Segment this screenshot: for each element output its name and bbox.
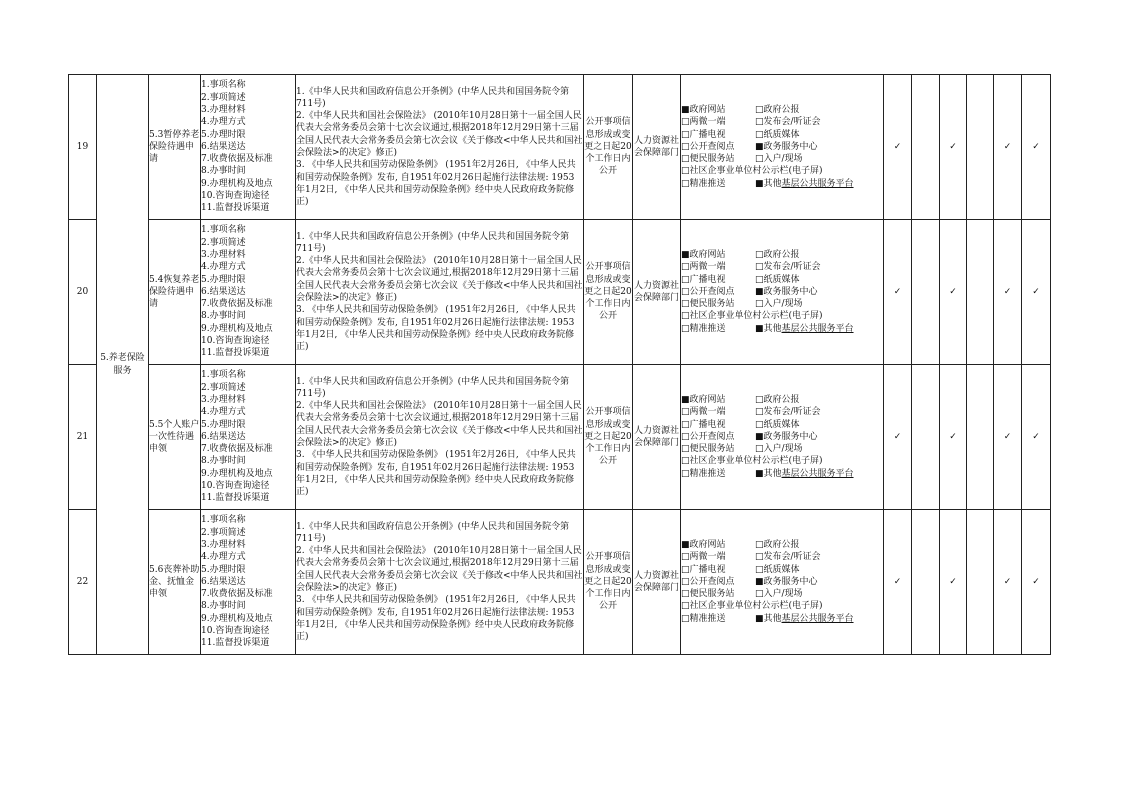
check-cell: ✓ — [884, 510, 912, 655]
element-item: 7.收费依据及标准 — [201, 444, 273, 455]
channel-option: □精准推送 — [681, 323, 726, 334]
element-item: 8.办事时间 — [201, 311, 246, 322]
channel-option: □纸质媒体 — [755, 274, 800, 285]
row-number: 21 — [69, 365, 97, 510]
legal-basis — [296, 75, 584, 220]
channel-option: ■政府网站 — [681, 539, 726, 550]
channel-option: □社区企事业单位村公示栏(电子屏) — [681, 311, 823, 322]
element-item: 5.办理时限 — [201, 129, 246, 140]
element-item: 9.办理机构及地点 — [201, 613, 273, 624]
channel-option: □精准推送 — [681, 468, 726, 479]
channel-row — [681, 600, 883, 612]
element-item: 3.办理材料 — [201, 104, 246, 115]
basis-item: 2.《中华人民共和国社会保险法》 (2010年10月28日第十一届全国人民代表大会常务委员会第十七次会议通过,根据2018年12月29日第十三届全国人民代表大会常务委员会第七次会议《关于修改<中华人民共和国社会保险法>的决定》修正) — [296, 256, 583, 303]
channel-option: □发布会/听证会 — [755, 552, 821, 563]
time-limit: 公开事项信息形成或变更之日起20个工作日内公开 — [584, 220, 633, 365]
basis-item: 2.《中华人民共和国社会保险法》 (2010年10月28日第十一届全国人民代表大会常务委员会第十七次会议通过,根据2018年12月29日第十三届全国人民代表大会常务委员会第七次会议《关于修改<中华人民共和国社会保险法>的决定》修正) — [296, 401, 583, 448]
channel-row — [681, 323, 883, 335]
channel-option: □政府公报 — [755, 249, 800, 260]
check-cell — [967, 510, 994, 655]
channel-row — [681, 576, 883, 588]
item-name: 5.4恢复养老保险待遇申请 — [149, 220, 201, 365]
channel-option: ■政务服务中心 — [755, 141, 818, 152]
channel-option: □精准推送 — [681, 613, 726, 624]
element-item: 4.办理方式 — [201, 407, 246, 418]
element-item: 5.办理时限 — [201, 274, 246, 285]
category-label: 5.养老保险服务 — [100, 353, 145, 376]
element-item: 6.结果送达 — [201, 576, 246, 587]
basis-item: 2.《中华人民共和国社会保险法》 (2010年10月28日第十一届全国人民代表大会常务委员会第十七次会议通过,根据2018年12月29日第十三届全国人民代表大会常务委员会第七次会议《关于修改<中华人民共和国社会保险法>的决定》修正) — [296, 111, 583, 158]
other-channel: 基层公共服务平台 — [781, 323, 854, 334]
check-cell: ✓ — [940, 510, 967, 655]
channel-option: ■政府网站 — [681, 394, 726, 405]
channel-row — [681, 178, 883, 190]
row-number: 22 — [69, 510, 97, 655]
disclosure-channels — [681, 510, 884, 655]
channel-option: □入户/现场 — [755, 154, 803, 165]
channel-row — [681, 468, 883, 480]
channel-option: ■政务服务中心 — [755, 576, 818, 587]
disclosure-elements — [201, 220, 296, 365]
legal-basis — [296, 510, 584, 655]
channel-option: ■政府网站 — [681, 249, 726, 260]
check-cell: ✓ — [940, 365, 967, 510]
check-cell: ✓ — [884, 220, 912, 365]
channel-option: □公开查阅点 — [681, 141, 735, 152]
channel-option: □两微一端 — [681, 552, 726, 563]
responsible-subject: 人力资源社会保障部门 — [633, 75, 681, 220]
channel-row — [681, 165, 883, 177]
basis-item: 1.《中华人民共和国政府信息公开条例》(中华人民共和国国务院令第711号) — [296, 231, 570, 254]
channel-option: □入户/现场 — [755, 444, 803, 455]
channel-row — [681, 539, 883, 551]
channel-option: ■其他 — [755, 178, 782, 189]
check-cell — [912, 365, 940, 510]
element-item: 10.咨询查询途径 — [201, 481, 270, 492]
basis-item: 2.《中华人民共和国社会保险法》 (2010年10月28日第十一届全国人民代表大会常务委员会第十七次会议通过,根据2018年12月29日第十三届全国人民代表大会常务委员会第七次会议《关于修改<中华人民共和国社会保险法>的决定》修正) — [296, 546, 583, 593]
responsible-subject: 人力资源社会保障部门 — [633, 220, 681, 365]
channel-option: ■其他 — [755, 323, 782, 334]
table-row — [69, 75, 1051, 220]
channel-option: □政府公报 — [755, 394, 800, 405]
other-channel: 基层公共服务平台 — [781, 613, 854, 624]
channel-option: □便民服务站 — [681, 589, 735, 600]
element-item: 7.收费依据及标准 — [201, 154, 273, 165]
channel-option: □便民服务站 — [681, 444, 735, 455]
check-cell: ✓ — [994, 510, 1022, 655]
element-item: 9.办理机构及地点 — [201, 468, 273, 479]
element-item: 9.办理机构及地点 — [201, 178, 273, 189]
table-row — [69, 220, 1051, 365]
channel-option: □纸质媒体 — [755, 419, 800, 430]
channel-option: □政府公报 — [755, 539, 800, 550]
element-item: 2.事项简述 — [201, 382, 246, 393]
channel-row — [681, 394, 883, 406]
channel-row — [681, 443, 883, 455]
element-item: 8.办事时间 — [201, 456, 246, 467]
disclosure-elements — [201, 365, 296, 510]
element-item: 8.办事时间 — [201, 601, 246, 612]
responsible-subject: 人力资源社会保障部门 — [633, 365, 681, 510]
row-number: 20 — [69, 220, 97, 365]
legal-basis — [296, 220, 584, 365]
check-cell: ✓ — [940, 75, 967, 220]
disclosure-table — [68, 74, 1051, 655]
other-channel: 基层公共服务平台 — [781, 468, 854, 479]
channel-option: ■其他 — [755, 613, 782, 624]
element-item: 2.事项简述 — [201, 527, 246, 538]
check-cell — [912, 510, 940, 655]
channel-row — [681, 274, 883, 286]
element-item: 6.结果送达 — [201, 286, 246, 297]
channel-row — [681, 261, 883, 273]
basis-item: 1.《中华人民共和国政府信息公开条例》(中华人民共和国国务院令第711号) — [296, 376, 570, 399]
check-cell: ✓ — [994, 75, 1022, 220]
element-item: 4.办理方式 — [201, 117, 246, 128]
channel-row — [681, 129, 883, 141]
check-cell: ✓ — [1022, 75, 1051, 220]
channel-row — [681, 298, 883, 310]
check-cell: ✓ — [940, 220, 967, 365]
basis-item: 3. 《中华人民共和国劳动保险条例》 (1951年2月26日, 《中华人民共和国劳动保险条例》发布, 自1951年02月26日起施行法律法规: 1953年1月2日, 《中华人民共和国劳动保险条例》经中央人民政府政务院修正) — [296, 595, 576, 643]
element-item: 2.事项简述 — [201, 237, 246, 248]
check-cell — [967, 220, 994, 365]
element-item: 7.收费依据及标准 — [201, 589, 273, 600]
legal-basis — [296, 365, 584, 510]
basis-item: 1.《中华人民共和国政府信息公开条例》(中华人民共和国国务院令第711号) — [296, 86, 570, 109]
channel-row — [681, 419, 883, 431]
channel-option: □便民服务站 — [681, 154, 735, 165]
channel-option: ■政府网站 — [681, 104, 726, 115]
channel-option: □广播电视 — [681, 274, 726, 285]
channel-option: □入户/现场 — [755, 299, 803, 310]
element-item: 5.办理时限 — [201, 564, 246, 575]
element-item: 10.咨询查询途径 — [201, 336, 270, 347]
item-name: 5.6丧葬补助金、抚恤金申领 — [149, 510, 201, 655]
row-number: 19 — [69, 75, 97, 220]
channel-option: □社区企事业单位村公示栏(电子屏) — [681, 456, 823, 467]
table-body — [69, 75, 1051, 655]
element-item: 7.收费依据及标准 — [201, 299, 273, 310]
element-item: 2.事项简述 — [201, 92, 246, 103]
basis-item: 3. 《中华人民共和国劳动保险条例》 (1951年2月26日, 《中华人民共和国劳动保险条例》发布, 自1951年02月26日起施行法律法规: 1953年1月2日, 《中华人民共和国劳动保险条例》经中央人民政府政务院修正) — [296, 160, 576, 208]
channel-row — [681, 153, 883, 165]
element-item: 11.监督投诉渠道 — [201, 638, 270, 649]
element-item: 11.监督投诉渠道 — [201, 203, 270, 214]
channel-row — [681, 431, 883, 443]
time-limit: 公开事项信息形成或变更之日起20个工作日内公开 — [584, 75, 633, 220]
basis-item: 3. 《中华人民共和国劳动保险条例》 (1951年2月26日, 《中华人民共和国劳动保险条例》发布, 自1951年02月26日起施行法律法规: 1953年1月2日, 《中华人民共和国劳动保险条例》经中央人民政府政务院修正) — [296, 305, 576, 353]
check-cell: ✓ — [994, 220, 1022, 365]
channel-row — [681, 455, 883, 467]
channel-option: □纸质媒体 — [755, 129, 800, 140]
element-item: 5.办理时限 — [201, 419, 246, 430]
channel-option: □广播电视 — [681, 419, 726, 430]
element-item: 9.办理机构及地点 — [201, 323, 273, 334]
channel-option: ■政务服务中心 — [755, 431, 818, 442]
disclosure-elements — [201, 510, 296, 655]
element-item: 11.监督投诉渠道 — [201, 493, 270, 504]
check-cell: ✓ — [884, 365, 912, 510]
other-channel: 基层公共服务平台 — [781, 178, 854, 189]
item-name: 5.5个人账户一次性待遇申领 — [149, 365, 201, 510]
channel-option: □发布会/听证会 — [755, 407, 821, 418]
responsible-subject: 人力资源社会保障部门 — [633, 510, 681, 655]
channel-row — [681, 564, 883, 576]
basis-item: 1.《中华人民共和国政府信息公开条例》(中华人民共和国国务院令第711号) — [296, 521, 570, 544]
channel-row — [681, 613, 883, 625]
check-cell — [967, 75, 994, 220]
channel-option: □入户/现场 — [755, 589, 803, 600]
disclosure-channels — [681, 220, 884, 365]
item-name: 5.3暂停养老保险待遇申请 — [149, 75, 201, 220]
check-cell — [967, 365, 994, 510]
check-cell: ✓ — [1022, 220, 1051, 365]
element-item: 3.办理材料 — [201, 539, 246, 550]
element-item: 4.办理方式 — [201, 552, 246, 563]
element-item: 1.事项名称 — [201, 515, 246, 526]
check-cell: ✓ — [884, 75, 912, 220]
check-cell — [912, 220, 940, 365]
element-item: 6.结果送达 — [201, 431, 246, 442]
channel-option: □两微一端 — [681, 407, 726, 418]
channel-option: □政府公报 — [755, 104, 800, 115]
time-limit: 公开事项信息形成或变更之日起20个工作日内公开 — [584, 365, 633, 510]
element-item: 1.事项名称 — [201, 370, 246, 381]
channel-row — [681, 588, 883, 600]
element-item: 3.办理材料 — [201, 249, 246, 260]
channel-option: □精准推送 — [681, 178, 726, 189]
channel-option: □广播电视 — [681, 564, 726, 575]
channel-row — [681, 116, 883, 128]
disclosure-channels — [681, 75, 884, 220]
table-row — [69, 365, 1051, 510]
channel-option: □社区企事业单位村公示栏(电子屏) — [681, 601, 823, 612]
time-limit: 公开事项信息形成或变更之日起20个工作日内公开 — [584, 510, 633, 655]
check-cell: ✓ — [1022, 510, 1051, 655]
channel-option: □两微一端 — [681, 117, 726, 128]
channel-option: □发布会/听证会 — [755, 262, 821, 273]
channel-option: □纸质媒体 — [755, 564, 800, 575]
channel-option: □广播电视 — [681, 129, 726, 140]
check-cell: ✓ — [1022, 365, 1051, 510]
element-item: 1.事项名称 — [201, 225, 246, 236]
check-cell — [912, 75, 940, 220]
channel-row — [681, 286, 883, 298]
element-item: 3.办理材料 — [201, 394, 246, 405]
channel-row — [681, 141, 883, 153]
element-item: 4.办理方式 — [201, 262, 246, 273]
check-cell: ✓ — [994, 365, 1022, 510]
category-cell — [97, 75, 149, 655]
element-item: 6.结果送达 — [201, 141, 246, 152]
channel-row — [681, 406, 883, 418]
channel-option: □公开查阅点 — [681, 431, 735, 442]
element-item: 11.监督投诉渠道 — [201, 348, 270, 359]
element-item: 1.事项名称 — [201, 80, 246, 91]
element-item: 10.咨询查询途径 — [201, 191, 270, 202]
channel-option: □社区企事业单位村公示栏(电子屏) — [681, 166, 823, 177]
channel-option: □公开查阅点 — [681, 576, 735, 587]
channel-option: ■其他 — [755, 468, 782, 479]
channel-row — [681, 551, 883, 563]
basis-item: 3. 《中华人民共和国劳动保险条例》 (1951年2月26日, 《中华人民共和国劳动保险条例》发布, 自1951年02月26日起施行法律法规: 1953年1月2日, 《中华人民共和国劳动保险条例》经中央人民政府政务院修正) — [296, 450, 576, 498]
disclosure-channels — [681, 365, 884, 510]
disclosure-elements — [201, 75, 296, 220]
channel-option: □公开查阅点 — [681, 286, 735, 297]
element-item: 8.办事时间 — [201, 166, 246, 177]
channel-row — [681, 104, 883, 116]
channel-row — [681, 249, 883, 261]
element-item: 10.咨询查询途径 — [201, 626, 270, 637]
channel-option: □便民服务站 — [681, 299, 735, 310]
table-row — [69, 510, 1051, 655]
channel-option: □两微一端 — [681, 262, 726, 273]
channel-option: □发布会/听证会 — [755, 117, 821, 128]
channel-row — [681, 310, 883, 322]
channel-option: ■政务服务中心 — [755, 286, 818, 297]
